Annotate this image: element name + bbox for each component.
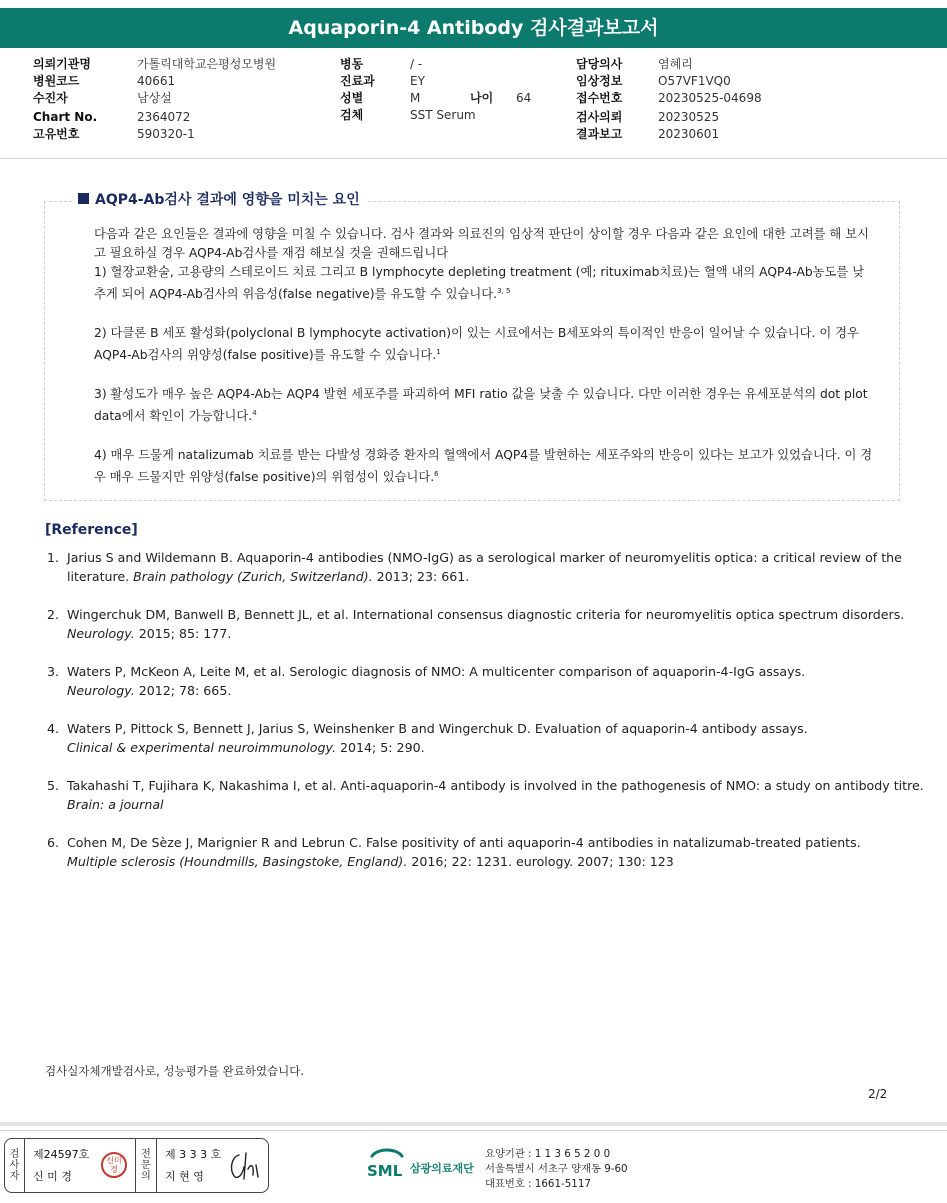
factors-body [94, 225, 874, 507]
info-row [340, 73, 531, 90]
reference-journal: Brain pathology (Zurich, Switzerland). [133, 569, 373, 584]
factor-item [94, 385, 874, 426]
info-label: 성별 [340, 91, 364, 105]
contact-line: 서울특별시 서초구 양재동 9-60 [485, 1163, 628, 1175]
reference-item [47, 548, 927, 586]
info-label: 검사의뢰 [576, 110, 623, 124]
info-label: 고유번호 [33, 127, 80, 141]
contact-info [485, 1147, 628, 1192]
factors-intro: 다음과 같은 요인들은 결과에 영향을 미칠 수 있습니다. 검사 결과와 의료진의 임상적 판단이 상이할 경우 다음과 같은 요인에 대한 고려를 해 보시고 필요하실 경우 AQP4-Ab검사를 재검 해보실 것을 권해드립니다 [94, 227, 869, 260]
info-label: Chart No. [33, 110, 98, 124]
reference-number: 5. [47, 778, 60, 793]
factors-title-text: AQP4-Ab검사 결과에 영향을 미치는 요인 [95, 192, 360, 208]
reference-number: 6. [47, 835, 60, 850]
signature-box [4, 1138, 269, 1193]
info-value: O57VF1VQ0 [658, 74, 731, 88]
info-label: 결과보고 [576, 127, 623, 141]
info-label: 수진자 [33, 91, 68, 105]
info-row [33, 126, 276, 143]
info-value: 590320-1 [137, 127, 195, 141]
reference-number: 3. [47, 664, 60, 679]
reference-item [47, 719, 927, 757]
report-title: Aquaporin-4 Antibody 검사결과보고서 [0, 8, 947, 48]
reference-number: 2. [47, 607, 60, 622]
reference-tail: 2015; 85: 177. [134, 626, 232, 641]
factors-title [72, 190, 366, 210]
reference-tail: 2014; 5: 290. [336, 740, 425, 755]
factor-text: 2) 다클론 B 세포 활성화(polyclonal B lymphocyte activation)이 있는 시료에서는 B세포와의 특이적인 반응이 일어날 수 있습니다. 이 경우 AQP4-Ab검사의 위양성(false positive)를 유도할 수 있습니다. [94, 326, 859, 363]
specialist-license: 제 3 3 3 호 [165, 1148, 222, 1161]
factor-citation: 6 [434, 470, 439, 479]
reference-item [47, 833, 927, 871]
info-row [33, 109, 276, 126]
info-value: 남상설 [137, 91, 172, 105]
reference-number: 1. [47, 550, 60, 565]
reference-text: Takahashi T, Fujihara K, Nakashima I, et al. Anti-aquaporin-4 antibody is involved in the pathogenesis of NMO: a study on antibody titre. [67, 778, 924, 793]
header-divider [0, 158, 947, 159]
info-label: 담당의사 [576, 57, 623, 71]
info-label: 임상정보 [576, 74, 623, 88]
info-row [33, 56, 276, 73]
info-value: 염혜리 [658, 57, 693, 71]
info-label: 검체 [340, 108, 364, 122]
reference-tail: 2013; 23: 661. [372, 569, 470, 584]
info-label: 접수번호 [576, 91, 623, 105]
examiner-name: 신 미 경 [33, 1170, 72, 1183]
info-column-3 [576, 56, 762, 143]
info-row [576, 73, 762, 90]
examiner-license: 제24597호 [33, 1148, 90, 1161]
info-label: 병원코드 [33, 74, 80, 88]
contact-line: 요양기관 : 1 1 3 6 5 2 0 0 [485, 1148, 611, 1160]
reference-text: Waters P, McKeon A, Leite M, et al. Serologic diagnosis of NMO: A multicenter comparison of aquaporin-4-IgG assays. [67, 664, 806, 679]
specialist-name: 지 현 영 [165, 1170, 204, 1183]
factor-item [94, 324, 874, 365]
info-value: SST Serum [410, 108, 476, 122]
info-label: 의뢰기관명 [33, 57, 91, 71]
validation-note: 검사실자체개발검사로, 성능평가를 완료하였습니다. [45, 1064, 305, 1078]
specialist-label: 전 문 의 [135, 1139, 157, 1192]
seal-stamp-icon: 신미경 [101, 1152, 127, 1178]
footer-band [0, 1122, 947, 1126]
info-row [576, 90, 762, 107]
age-label: 나이 [470, 91, 494, 105]
reference-journal: Neurology. [67, 683, 135, 698]
info-row [340, 90, 531, 107]
info-row [576, 126, 762, 143]
signature-icon [227, 1149, 263, 1183]
info-label: 진료과 [340, 74, 375, 88]
factor-item [94, 446, 874, 487]
info-value: 40661 [137, 74, 176, 88]
organization-name: 삼광의료재단 [410, 1162, 474, 1175]
page-number: 2/2 [868, 1087, 888, 1101]
reference-journal: Neurology. [67, 626, 135, 641]
info-value: 2364072 [137, 110, 191, 124]
factor-text: 1) 혈장교환술, 고용량의 스테로이드 치료 그리고 B lymphocyte depleting treatment (예; rituximab치료)는 혈액 내의 AQP4-Ab농도를 낮추게 되어 AQP4-Ab검사의 위음성(false negative)를 유도할 수 있습니다. [94, 265, 865, 302]
info-row [576, 56, 762, 73]
info-row [340, 107, 531, 124]
age-value: 64 [516, 91, 532, 105]
logo-text: SML [367, 1162, 403, 1180]
info-row [33, 90, 276, 107]
info-value: 20230601 [658, 127, 720, 141]
info-column-1 [33, 56, 276, 143]
info-value: EY [410, 74, 425, 88]
reference-tail: 2012; 78: 665. [134, 683, 232, 698]
reference-number: 4. [47, 721, 60, 736]
factor-citation: 1 [436, 348, 441, 357]
reference-item [47, 605, 927, 643]
info-label: 병동 [340, 57, 364, 71]
info-column-2 [340, 56, 531, 124]
factor-citation: 3, 5 [497, 287, 511, 295]
factor-citation: 4 [252, 409, 257, 418]
reference-journal: Clinical & experimental neuroimmunology. [67, 740, 336, 755]
square-bullet-icon [78, 193, 89, 204]
info-value: 20230525 [658, 110, 720, 124]
info-row [33, 73, 276, 90]
info-value: 가톨릭대학교은평성모병원 [137, 57, 277, 71]
info-value: / - [410, 57, 423, 71]
footer-divider [0, 1130, 947, 1131]
info-row [576, 109, 762, 126]
info-value: 20230525-04698 [658, 91, 762, 105]
contact-line: 대표번호 : 1661-5117 [485, 1178, 591, 1190]
info-row [340, 56, 531, 73]
reference-text: Wingerchuk DM, Banwell B, Bennett JL, et al. International consensus diagnostic criteria for neuromyelitis optica spectrum disorders. [67, 607, 905, 622]
reference-text: Jarius S and Wildemann B. Aquaporin-4 antibodies (NMO-IgG) as a serological marker of neuromyelitis optica: a critical review of the literature. [67, 550, 902, 584]
reference-tail: 2016; 22: 1231. eurology. 2007; 130: 123 [407, 854, 674, 869]
factor-text: 3) 활성도가 매우 높은 AQP4-Ab는 AQP4 발현 세포주를 파괴하여 MFI ratio 값을 낮출 수 있습니다. 다만 이러한 경우는 유세포분석의 dot plot data에서 확인이 가능합니다. [94, 387, 868, 424]
info-value: M [410, 91, 421, 105]
examiner-label: 검 사 자 [5, 1139, 25, 1192]
reference-text: Cohen M, De Sèze J, Marignier R and Lebrun C. False positivity of anti aquaporin-4 antibodies in natalizumab-treated patients. [67, 835, 861, 850]
references-title: [Reference] [45, 522, 138, 538]
reference-item [47, 662, 927, 700]
reference-journal: Brain: a journal [67, 797, 164, 812]
factor-text: 4) 매우 드물게 natalizumab 치료를 받는 다발성 경화증 환자의 혈액에서 AQP4를 발현하는 세포주와의 반응이 있다는 보고가 있었습니다. 이 경우 매우 드물지만 위양성(false positive)의 위험성이 있습니다. [94, 448, 873, 485]
reference-text: Waters P, Pittock S, Bennett J, Jarius S, Weinshenker B and Wingerchuk D. Evaluation of aquaporin-4 antibody assays. [67, 721, 808, 736]
reference-journal: Multiple sclerosis (Houndmills, Basingstoke, England). [67, 854, 408, 869]
factor-item [94, 263, 874, 304]
references-list [47, 548, 927, 890]
sml-logo-icon [366, 1146, 406, 1182]
reference-item [47, 776, 927, 814]
